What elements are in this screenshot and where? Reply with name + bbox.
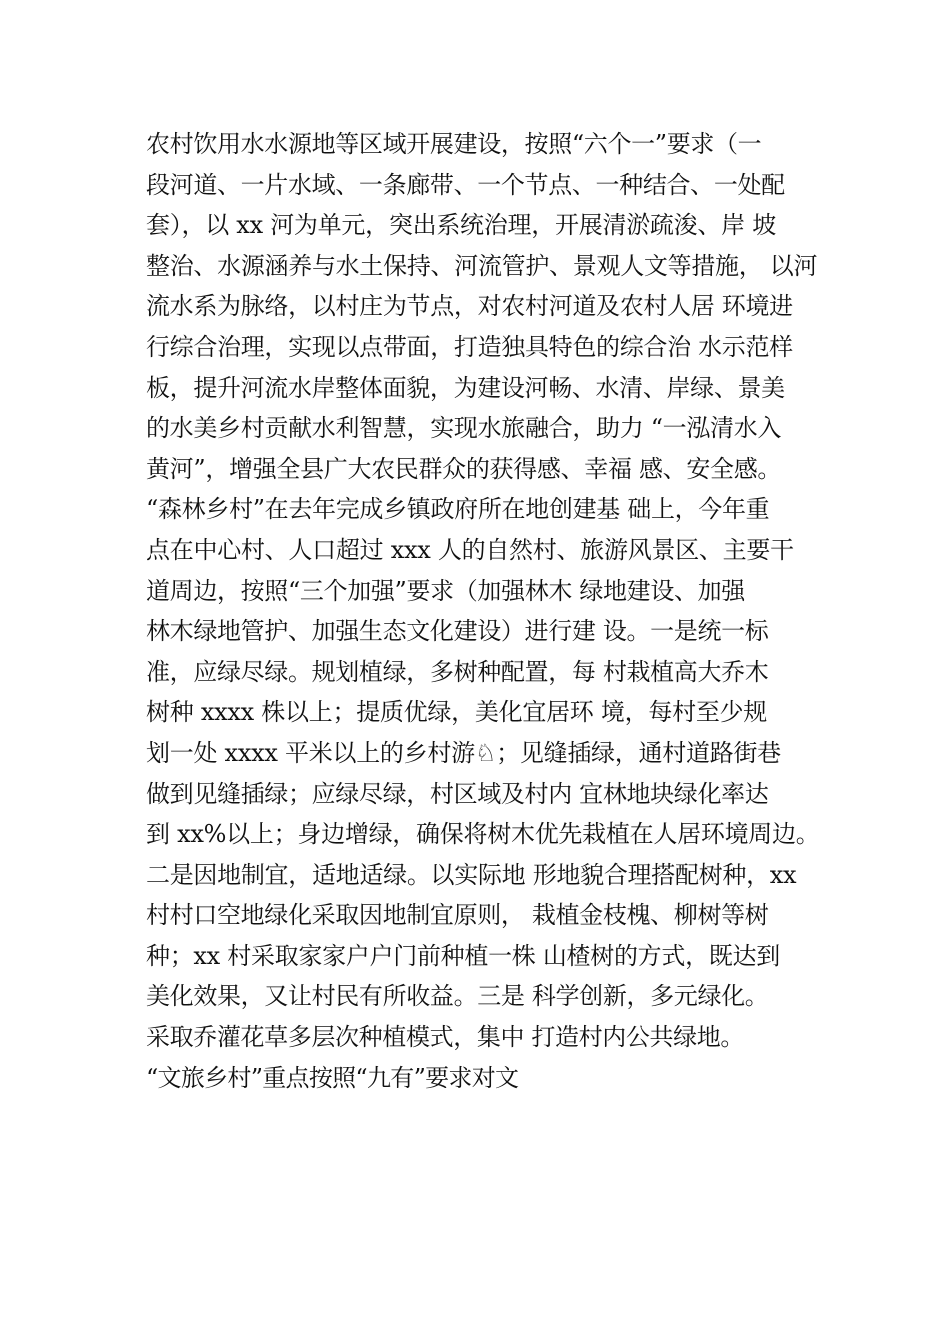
- text-line-2: 段河道、一片水域、一条廊带、一个节点、一种结合、一处配: [146, 170, 785, 199]
- text-line-18: 到 xx%以上；身边增绿，确保将树木优先栽植在人居环境周边。: [146, 820, 820, 849]
- text-line-17: 做到见缝插绿；应绿尽绿，村区域及村内 宜林地块绿化率达: [146, 779, 769, 808]
- text-line-10: “森林乡村”在去年完成乡镇政府所在地创建基 础上，今年重: [146, 495, 770, 524]
- text-line-20: 村村口空地绿化采取因地制宜原则， 栽植金枝槐、柳树等树: [146, 901, 769, 930]
- text-line-5: 流水系为脉络，以村庄为节点，对农村河道及农村人居 环境进: [146, 292, 793, 321]
- text-line-9: 黄河”，增强全县广大农民群众的获得感、幸福 感、安全感。: [146, 454, 782, 483]
- text-line-1: 农村饮用水水源地等区域开展建设，按照“六个一”要求（一: [146, 130, 762, 158]
- text-line-24: “文旅乡村”重点按照“九有”要求对文: [146, 1063, 519, 1092]
- text-line-15: 树种 xxxx 株以上；提质优绿，美化宜居环 境，每村至少规: [146, 698, 768, 727]
- text-line-6: 行综合治理，实现以点带面，打造独具特色的综合治 水示范样: [146, 332, 793, 361]
- text-line-16: 划一处 xxxx 平米以上的乡村游♘；见缝插绿，通村道路街巷: [146, 738, 781, 767]
- text-line-8: 的水美乡村贡献水利智慧，实现水旅融合，助力 “一泓清水入: [146, 414, 782, 443]
- text-line-11: 点在中心村、人口超过 xxx 人的自然村、旅游风景区、主要干: [146, 535, 794, 564]
- text-line-14: 准，应绿尽绿。规划植绿，多树种配置，每 村栽植高大乔木: [146, 657, 769, 686]
- text-line-19: 二是因地制宜，适地适绿。以实际地 形地貌合理搭配树种，xx: [146, 860, 797, 889]
- text-line-12: 道周边，按照“三个加强”要求（加强林木 绿地建设、加强: [146, 576, 745, 605]
- text-line-22: 美化效果，又让村民有所收益。三是 科学创新，多元绿化。: [146, 982, 769, 1011]
- text-line-21: 种；xx 村采取家家户户门前种植一株 山楂树的方式，既达到: [146, 941, 780, 970]
- body-text: [146, 124, 866, 1098]
- text-line-4: 整治、水源涵养与水土保持、河流管护、景观人文等措施， 以河: [146, 251, 818, 280]
- text-line-23: 采取乔灌花草多层次种植模式，集中 打造村内公共绿地。: [146, 1023, 745, 1052]
- text-line-13: 林木绿地管护、加强生态文化建设）进行建 设。一是统一标: [146, 617, 769, 646]
- text-line-7: 板，提升河流水岸整体面貌，为建设河畅、水清、岸绿、景美: [146, 373, 785, 402]
- text-line-3: 套），以 xx 河为单元，突出系统治理，开展清淤疏浚、岸 坡: [146, 211, 776, 240]
